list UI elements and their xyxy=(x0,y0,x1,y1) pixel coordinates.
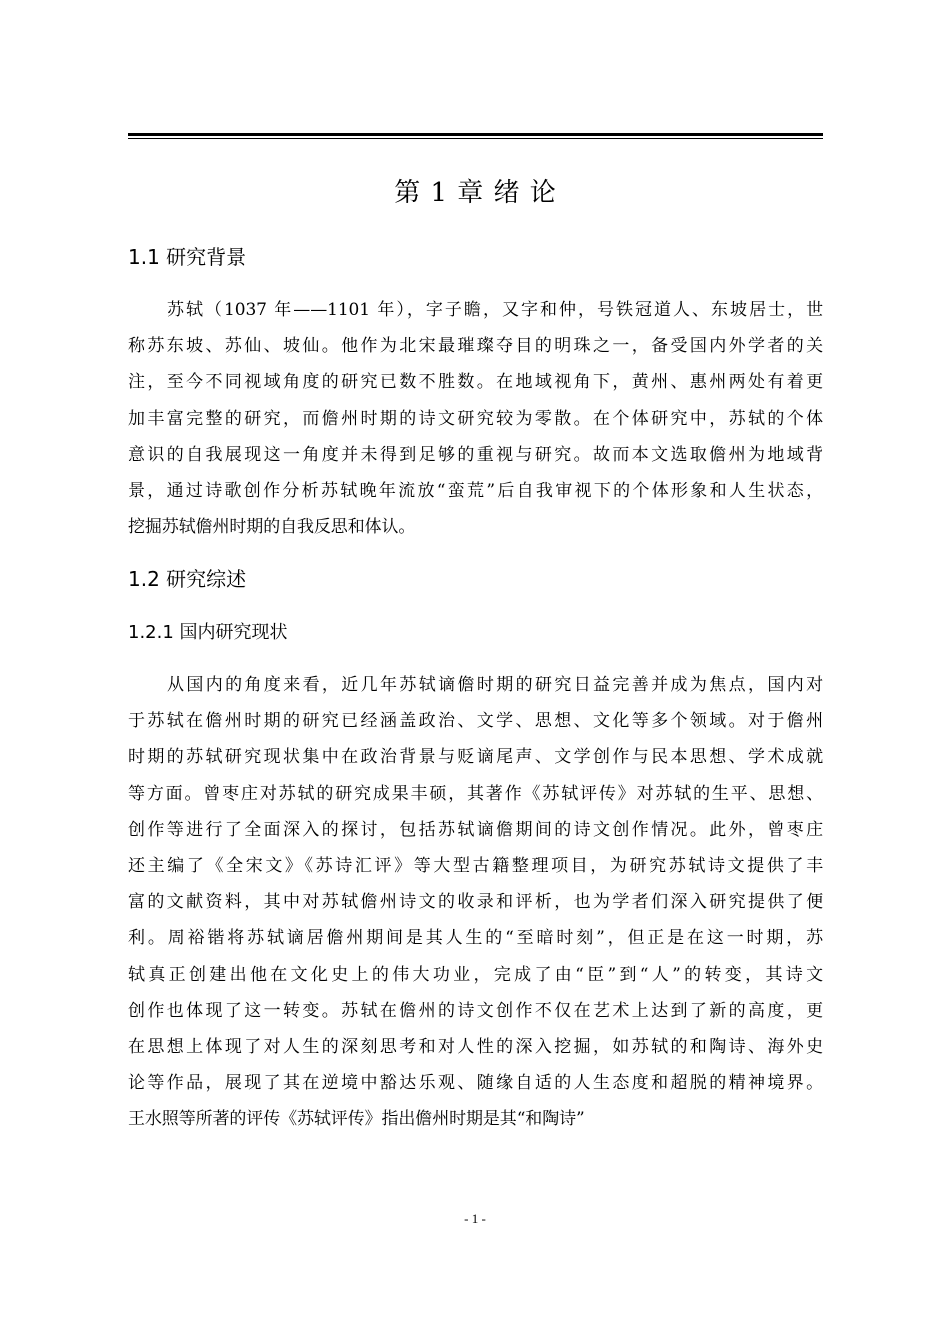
paragraph-line: 加丰富完整的研究，而儋州时期的诗文研究较为零散。在个体研究中，苏轼的个体 xyxy=(128,408,823,429)
paragraph-line: 创作等进行了全面深入的探讨，包括苏轼谪儋期间的诗文创作情况。此外，曾枣庄 xyxy=(128,819,823,840)
paragraph-line: 注，至今不同视域角度的研究已数不胜数。在地域视角下，黄州、惠州两处有着更 xyxy=(128,372,823,393)
paragraph-line: 称苏东坡、苏仙、坡仙。他作为北宋最璀璨夺目的明珠之一，备受国内外学者的关 xyxy=(128,336,823,357)
paragraph-domestic-research xyxy=(128,667,823,1137)
paragraph-line: 利。周裕锴将苏轼谪居儋州期间是其人生的“至暗时刻”，但正是在这一时期，苏 xyxy=(128,928,823,949)
paragraph-line: 创作也体现了这一转变。苏轼在儋州的诗文创作不仅在艺术上达到了新的高度，更 xyxy=(128,1000,823,1021)
header-rule-thick xyxy=(128,133,823,136)
page-number: - 1 - xyxy=(464,1211,486,1226)
header-rule-thin xyxy=(128,138,823,139)
paragraph-line: 时期的苏轼研究现状集中在政治背景与贬谪尾声、文学创作与民本思想、学术成就 xyxy=(128,747,823,768)
paragraph-line: 富的文献资料，其中对苏轼儋州诗文的收录和评析，也为学者们深入研究提供了便 xyxy=(128,892,823,913)
chapter-title: 第 1 章 绪 论 xyxy=(394,178,557,208)
paragraph-background xyxy=(128,292,823,545)
paragraph-line: 苏轼（1037 年——1101 年），字子瞻，又字和仲，号铁冠道人、东坡居士，世 xyxy=(167,300,823,320)
paragraph-line: 等方面。曾枣庄对苏轼的研究成果丰硕，其著作《苏轼评传》对苏轼的生平、思想、 xyxy=(128,783,823,804)
paragraph-line: 从国内的角度来看，近几年苏轼谪儋时期的研究日益完善并成为焦点，国内对 xyxy=(167,675,823,695)
paragraph-line: 在思想上体现了对人生的深刻思考和对人性的深入挖掘，如苏轼的和陶诗、海外史 xyxy=(128,1036,823,1057)
section-heading-1-1: 1.1 研究背景 xyxy=(128,245,247,269)
paragraph-line: 意识的自我展现这一角度并未得到足够的重视与研究。故而本文选取儋州为地域背 xyxy=(128,444,823,465)
section-heading-1-2: 1.2 研究综述 xyxy=(128,567,247,591)
section-heading-1-2-1: 1.2.1 国内研究现状 xyxy=(128,622,288,643)
paragraph-line: 景，通过诗歌创作分析苏轼晚年流放“蛮荒”后自我审视下的个体形象和人生状态， xyxy=(128,480,823,501)
paragraph-line: 论等作品，展现了其在逆境中豁达乐观、随缘自适的人生态度和超脱的精神境界。 xyxy=(128,1073,823,1094)
paragraph-line: 挖掘苏轼儋州时期的自我反思和体认。 xyxy=(128,517,416,538)
paragraph-line: 王水照等所著的评传《苏轼评传》指出儋州时期是其“和陶诗” xyxy=(128,1109,585,1130)
paragraph-line: 还主编了《全宋文》《苏诗汇评》等大型古籍整理项目，为研究苏轼诗文提供了丰 xyxy=(128,855,823,876)
paragraph-line: 轼真正创建出他在文化史上的伟大功业，完成了由“臣”到“人”的转变，其诗文 xyxy=(128,964,823,985)
paragraph-line: 于苏轼在儋州时期的研究已经涵盖政治、文学、思想、文化等多个领域。对于儋州 xyxy=(128,711,823,732)
